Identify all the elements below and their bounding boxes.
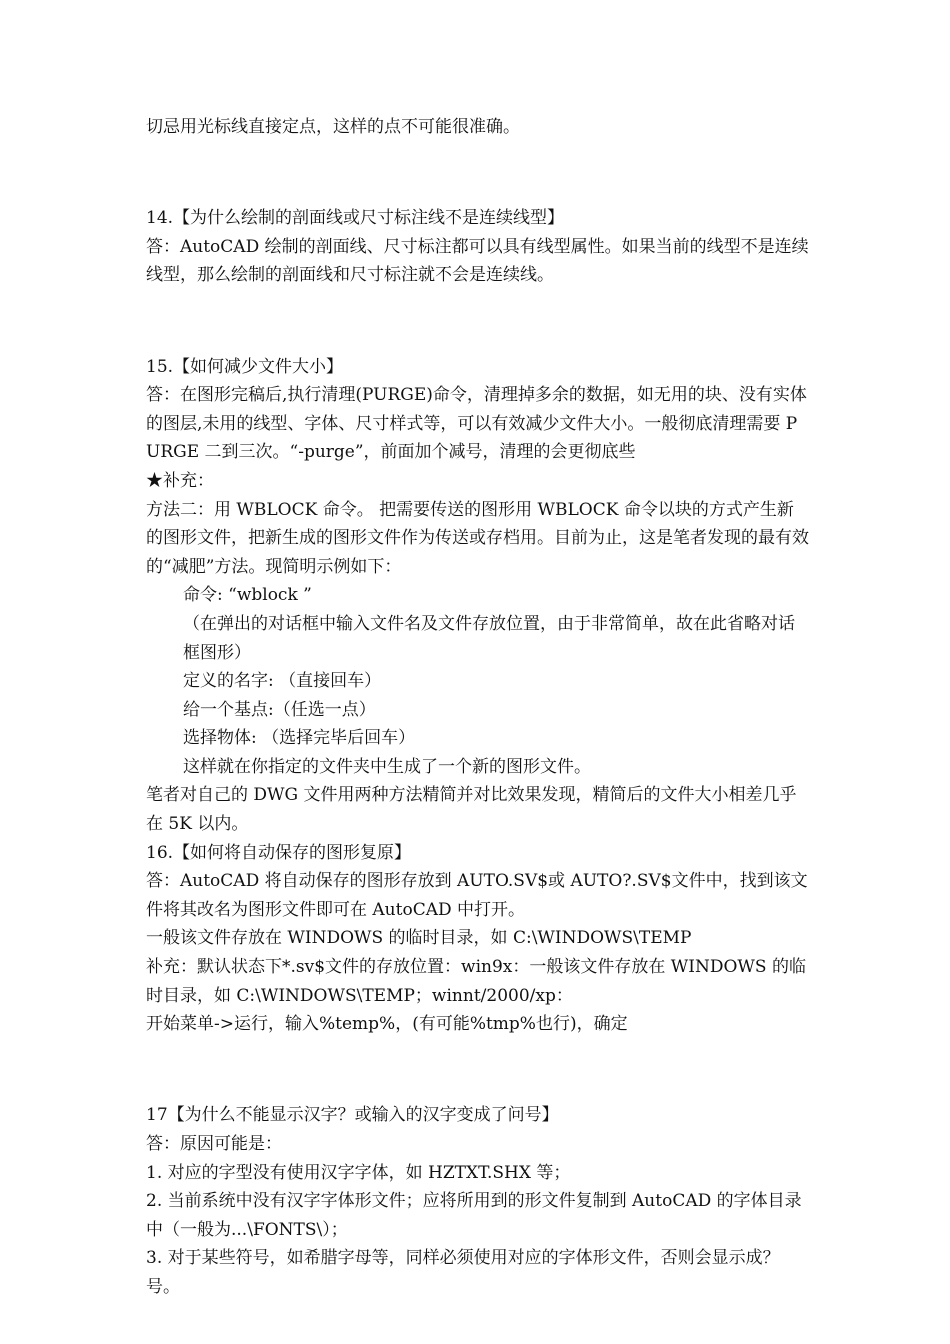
paragraph: 答：AutoCAD 绘制的剖面线、尺寸标注都可以具有线型属性。如果当前的线型不是连续线型，那么绘制的剖面线和尺寸标注就不会是连续线。 <box>146 236 809 286</box>
paragraph-gap <box>146 159 810 188</box>
paragraph: 2. 当前系统中没有汉字字体形文件；应将所用到的形文件复制到 AutoCAD 的字体目录中（一般为...\FONTS\）； <box>146 1191 802 1240</box>
paragraph: 答：原因可能是： <box>146 1134 282 1154</box>
paragraph: 切忌用光标线直接定点，这样的点不可能很准确。 <box>146 117 520 137</box>
paragraph: 3. 对于某些符号，如希腊字母等，同样必须使用对应的字体形文件，否则会显示成？号。 <box>146 1248 780 1297</box>
paragraph: 笔者对自己的 DWG 文件用两种方法精简并对比效果发现，精简后的文件大小相差几乎在 5K 以内。 <box>146 785 797 835</box>
paragraph: 补充：默认状态下*.sv$文件的存放位置：win9x：一般该文件存放在 WINDOWS 的临时目录，如 C:\WINDOWS\TEMP；winnt/2000/xp： <box>146 957 806 1006</box>
paragraph: 方法二：用 WBLOCK 命令。 把需要传送的图形用 WBLOCK 命令以块的方式产生新的图形文件，把新生成的图形文件作为传送或存档用。目前为止，这是笔者发现的最有效的“减肥”方法。现简明示例如下： <box>146 499 809 577</box>
indented-line: 这样就在你指定的文件夹中生成了一个新的图形文件。 <box>183 756 591 777</box>
paragraph: 开始菜单->运行，输入%temp%，(有可能%tmp%也行)，确定 <box>146 1014 628 1035</box>
indented-line: 定义的名字: （直接回车） <box>183 671 382 692</box>
paragraph: 1. 对应的字型没有使用汉字字体，如 HZTXT.SHX 等； <box>146 1162 571 1183</box>
section-heading: 15.【如何减少文件大小】 <box>146 356 344 377</box>
document-body <box>146 113 810 1302</box>
paragraph: 答：在图形完稿后,执行清理(PURGE)命令，清理掉多余的数据，如无用的块、没有实体的图层,未用的线型、字体、尺寸样式等，可以有效减少文件大小。一般彻底清理需要 PURGE 二到三次。“-purge”，前面加个减号，清理的会更彻底些 <box>146 385 807 463</box>
paragraph: ★补充： <box>146 470 214 491</box>
indented-line: 命令: “wblock ” <box>183 585 312 606</box>
paragraph: 一般该文件存放在 WINDOWS 的临时目录，如 C:\WINDOWS\TEMP <box>146 928 692 949</box>
paragraph-gap <box>146 307 810 336</box>
paragraph-gap <box>146 1056 810 1085</box>
indented-line: 选择物体: （选择完毕后回车） <box>183 728 416 749</box>
section-heading: 17【为什么不能显示汉字？或输入的汉字变成了问号】 <box>146 1105 559 1126</box>
section-heading: 14.【为什么绘制的剖面线或尺寸标注线不是连续线型】 <box>146 208 565 229</box>
indented-line: （在弹出的对话框中输入文件名及文件存放位置，由于非常简单，故在此省略对话框图形） <box>183 613 795 663</box>
section-heading: 16.【如何将自动保存的图形复原】 <box>146 842 412 863</box>
paragraph: 答：AutoCAD 将自动保存的图形存放到 AUTO.SV$或 AUTO?.SV$文件中，找到该文件将其改名为图形文件即可在 AutoCAD 中打开。 <box>146 871 808 920</box>
indented-line: 给一个基点:（任选一点） <box>183 699 376 720</box>
